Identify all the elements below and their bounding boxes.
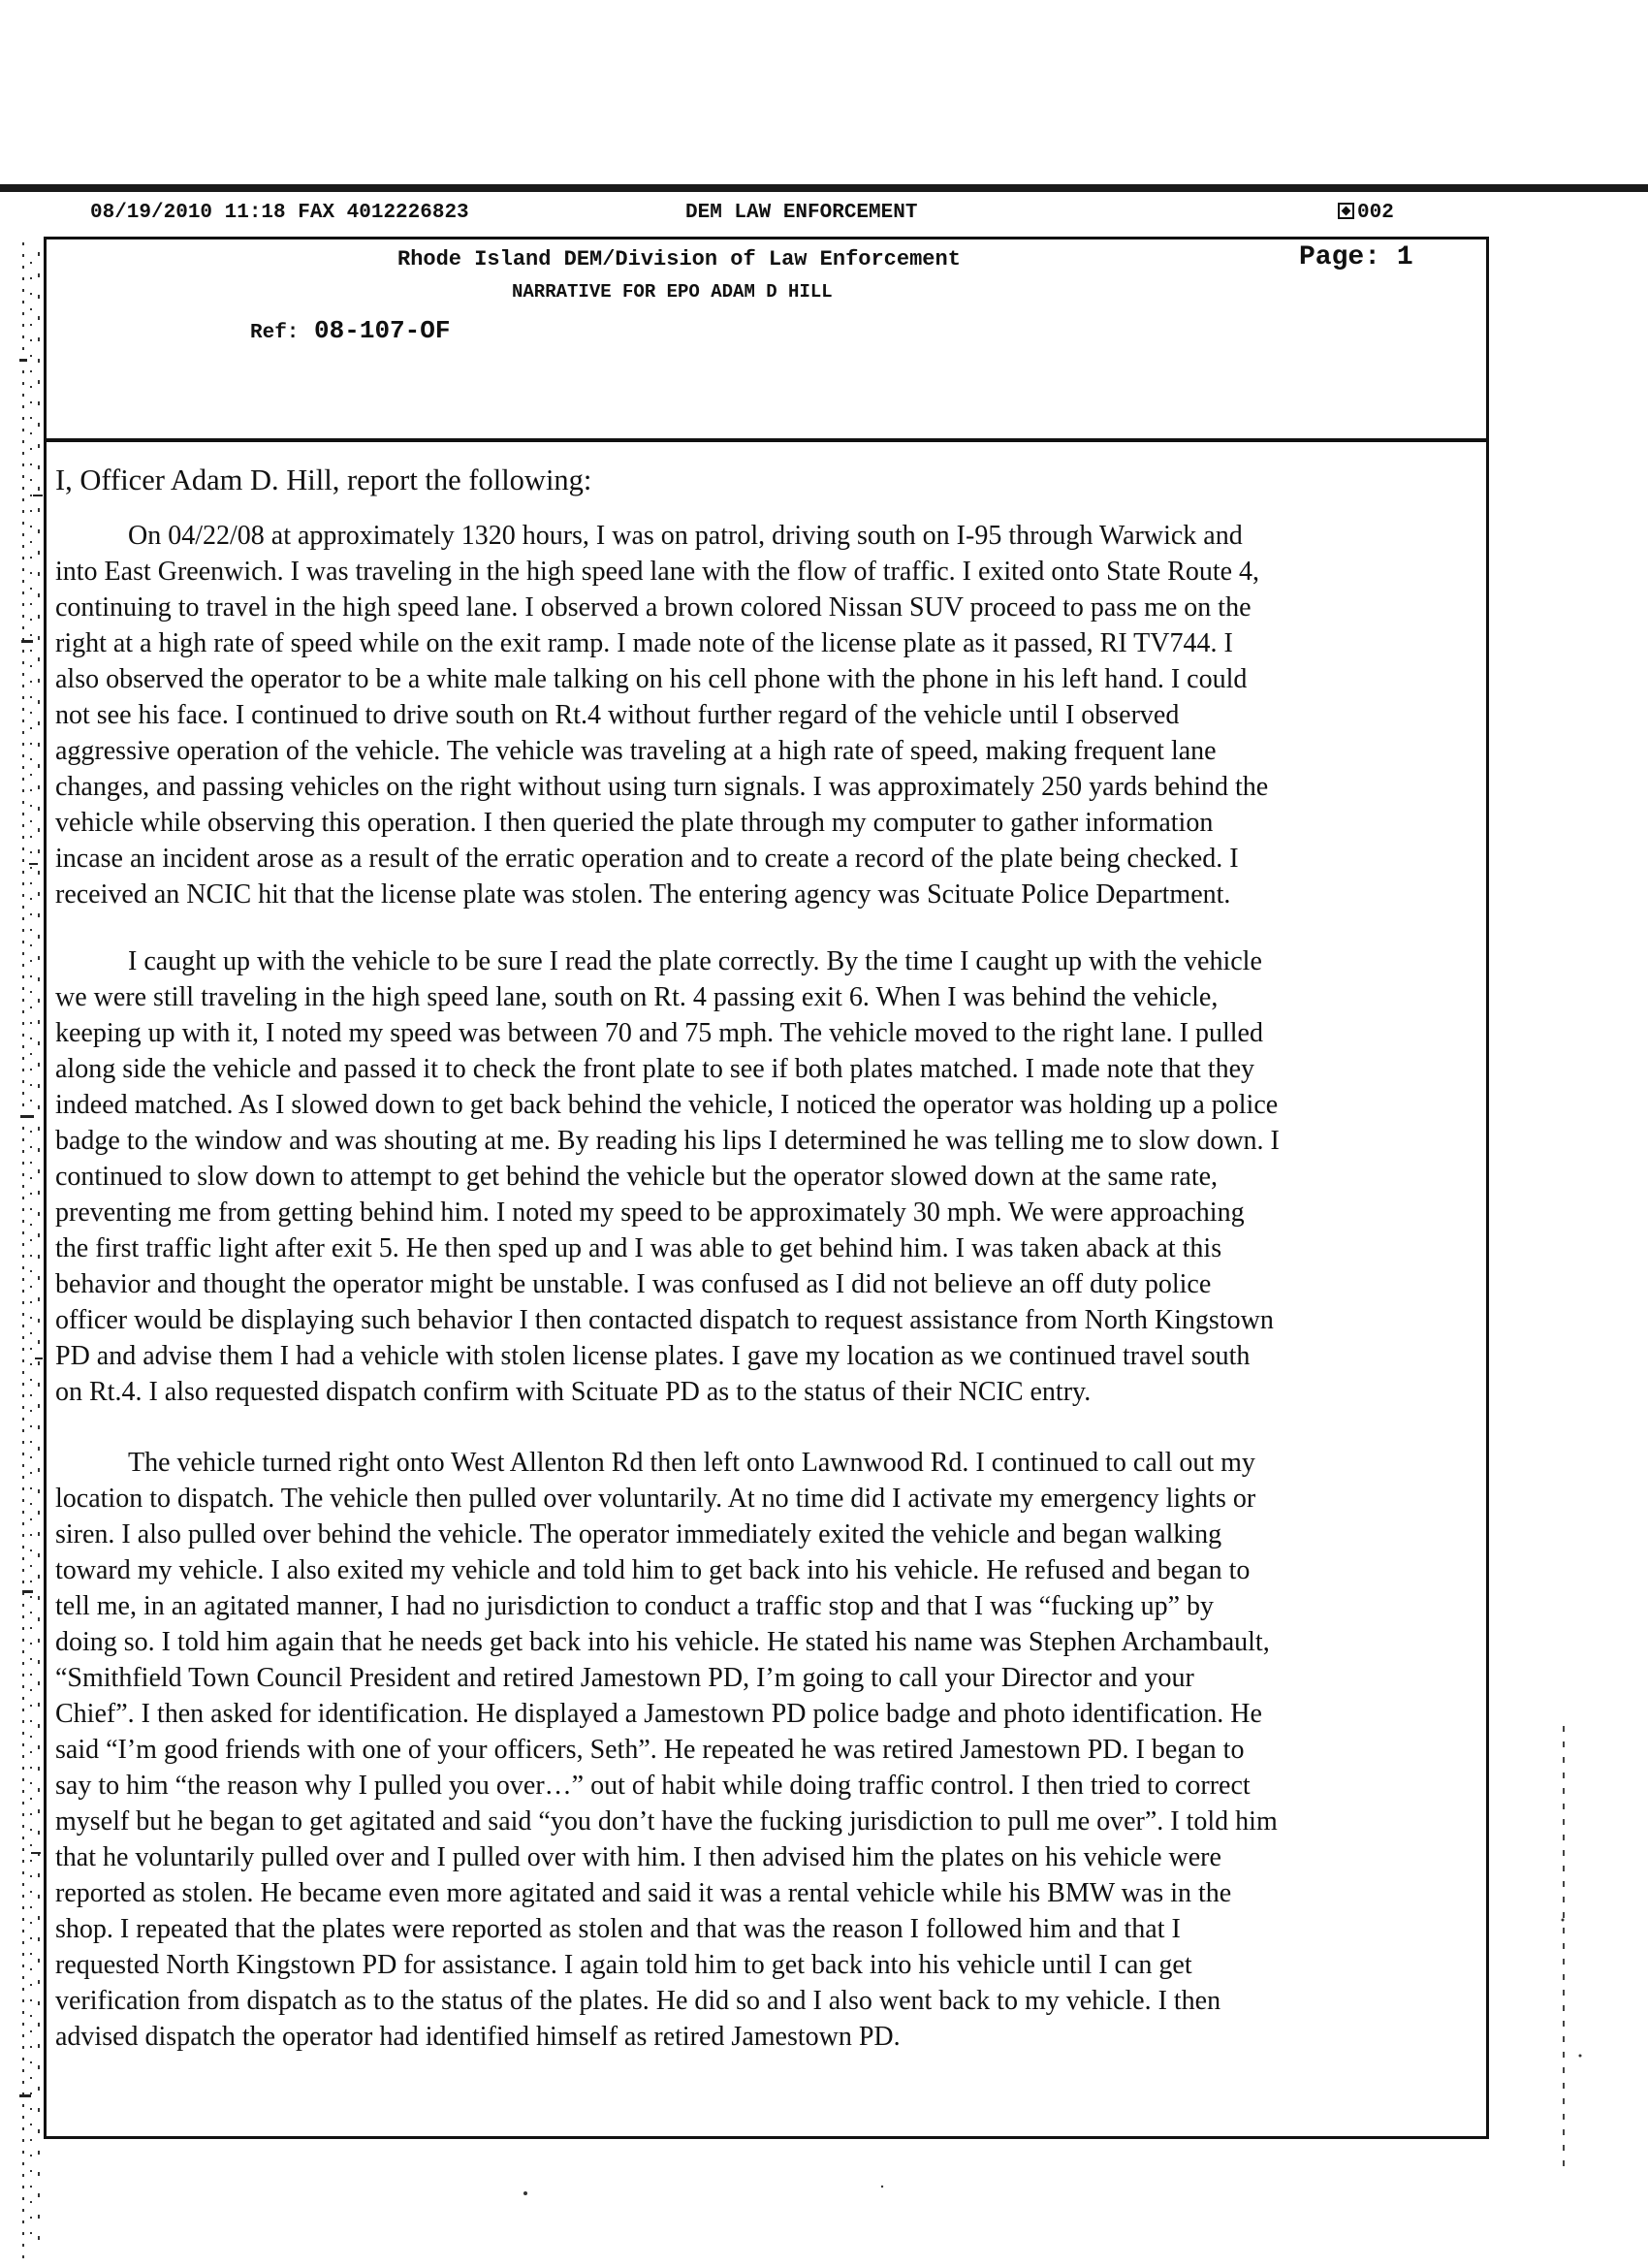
text-line: Chief”. I then asked for identification. He displayed a Jamestown PD police badge and photo identification. He — [55, 1699, 1262, 1729]
text-line: preventing me from getting behind him. I noted my speed to be approximately 30 mph. We were approaching — [55, 1198, 1245, 1228]
text-line: verification from dispatch as to the status of the plates. He did so and I also went back to my vehicle. I then — [55, 1986, 1221, 2016]
text-line: into East Greenwich. I was traveling in the high speed lane with the flow of traffic. I exited onto State Route 4, — [55, 557, 1260, 587]
text-line: myself but he began to get agitated and said “you don’t have the fucking jurisdiction to pull me over”. I told him — [55, 1806, 1278, 1837]
page-label: Page: 1 — [1299, 242, 1413, 272]
text-line: right at a high rate of speed while on the exit ramp. I made note of the license plate as it passed, RI TV744. I — [55, 628, 1233, 658]
text-line: said “I’m good friends with one of your officers, Seth”. He repeated he was retired Jamestown PD. I began to — [55, 1735, 1245, 1765]
fax-page-icon — [1338, 203, 1354, 219]
text-line: we were still traveling in the high speed lane, south on Rt. 4 passing exit 6. When I was behind the vehicle, — [55, 982, 1219, 1012]
narrative-intro: I, Officer Adam D. Hill, report the following: — [55, 463, 592, 496]
text-line: location to dispatch. The vehicle then pulled over voluntarily. At no time did I activate my emergency lights or — [55, 1484, 1256, 1514]
text-line: indeed matched. As I slowed down to get back behind the vehicle, I noticed the operator was holding up a police — [55, 1090, 1279, 1120]
text-line: keeping up with it, I noted my speed was between 70 and 75 mph. The vehicle moved to the right lane. I pulled — [55, 1018, 1263, 1048]
text-line: The vehicle turned right onto West Allenton Rd then left onto Lawnwood Rd. I continued to call out my — [128, 1448, 1255, 1478]
text-line: I caught up with the vehicle to be sure I read the plate correctly. By the time I caught up with the vehicle — [128, 946, 1262, 976]
ref-label: Ref: — [250, 322, 300, 344]
text-line: changes, and passing vehicles on the right without using turn signals. I was approximately 250 yards behind the — [55, 772, 1269, 802]
narrative-paragraph-2 — [55, 943, 1490, 1410]
text-line: also observed the operator to be a white male talking on his cell phone with the phone in his left hand. I could — [55, 664, 1248, 694]
text-line: “Smithfield Town Council President and retired Jamestown PD, I’m going to call your Director and your — [55, 1663, 1194, 1693]
text-line: siren. I also pulled over behind the vehicle. The operator immediately exited the vehicle and began walking — [55, 1519, 1222, 1549]
text-line: along side the vehicle and passed it to check the front plate to see if both plates matched. I made note that they — [55, 1054, 1255, 1084]
text-line: tell me, in an agitated manner, I had no jurisdiction to conduct a traffic stop and that I was “fucking up” by — [55, 1591, 1215, 1621]
text-line: officer would be displaying such behavior I then contacted dispatch to request assistance from North Kingstown — [55, 1305, 1274, 1335]
fax-page — [1338, 202, 1394, 224]
scan-top-edge — [0, 184, 1648, 192]
text-line: continued to slow down to attempt to get behind the vehicle but the operator slowed down at the same rate, — [55, 1162, 1219, 1192]
text-line: continuing to travel in the high speed lane. I observed a brown colored Nissan SUV proceed to pass me on the — [55, 592, 1252, 623]
ref-number: 08-107-OF — [314, 316, 451, 345]
fax-page-number: 002 — [1357, 202, 1394, 224]
fax-datetime: 08/19/2010 11:18 FAX 4012226823 — [90, 202, 469, 224]
reference — [250, 316, 450, 345]
text-line: behavior and thought the operator might be unstable. I was confused as I did not believe an off duty police — [55, 1269, 1212, 1299]
text-line: toward my vehicle. I also exited my vehicle and told him to get back into his vehicle. He refused and began to — [55, 1555, 1251, 1585]
text-line: the first traffic light after exit 5. He then sped up and I was able to get behind him. I was taken aback at this — [55, 1233, 1222, 1263]
text-line: badge to the window and was shouting at me. By reading his lips I determined he was telling me to slow down. I — [55, 1126, 1280, 1156]
text-line: doing so. I told him again that he needs get back into his vehicle. He stated his name was Stephen Archambault, — [55, 1627, 1270, 1657]
text-line: not see his face. I continued to drive south on Rt.4 without further regard of the vehicle until I observed — [55, 700, 1180, 730]
fax-department: DEM LAW ENFORCEMENT — [685, 202, 918, 224]
text-line: On 04/22/08 at approximately 1320 hours, I was on patrol, driving south on I-95 through Warwick and — [128, 521, 1243, 551]
text-line: PD and advise them I had a vehicle with stolen license plates. I gave my location as we continued travel south — [55, 1341, 1251, 1371]
text-line: aggressive operation of the vehicle. The vehicle was traveling at a high rate of speed, making frequent lane — [55, 736, 1217, 766]
text-line: that he voluntarily pulled over and I pulled over with him. I then advised him the plates on his vehicle were — [55, 1842, 1221, 1872]
narrative-title: NARRATIVE FOR EPO ADAM D HILL — [512, 281, 833, 303]
narrative-paragraph-1 — [55, 518, 1490, 912]
text-line: requested North Kingstown PD for assistance. I again told him to get back into his vehicle until I can get — [55, 1950, 1192, 1980]
text-line: reported as stolen. He became even more agitated and said it was a rental vehicle while his BMW was in the — [55, 1878, 1232, 1908]
text-line: shop. I repeated that the plates were reported as stolen and that was the reason I followed him and that I — [55, 1914, 1181, 1944]
text-line: advised dispatch the operator had identified himself as retired Jamestown PD. — [55, 2022, 901, 2052]
text-line: incase an incident arose as a result of the erratic operation and to create a record of the plate being checked. I — [55, 844, 1239, 874]
text-line: on Rt.4. I also requested dispatch confirm with Scituate PD as to the status of their NCIC entry. — [55, 1377, 1092, 1407]
text-line: received an NCIC hit that the license plate was stolen. The entering agency was Scituate Police Department. — [55, 879, 1231, 910]
text-line: vehicle while observing this operation. I then queried the plate through my computer to gather information — [55, 808, 1214, 838]
text-line: say to him “the reason why I pulled you over…” out of habit while doing traffic control. I then tried to correct — [55, 1771, 1251, 1801]
fax-header — [0, 202, 1648, 231]
agency-name: Rhode Island DEM/Division of Law Enforcement — [397, 247, 961, 272]
narrative-paragraph-3 — [55, 1445, 1490, 2055]
